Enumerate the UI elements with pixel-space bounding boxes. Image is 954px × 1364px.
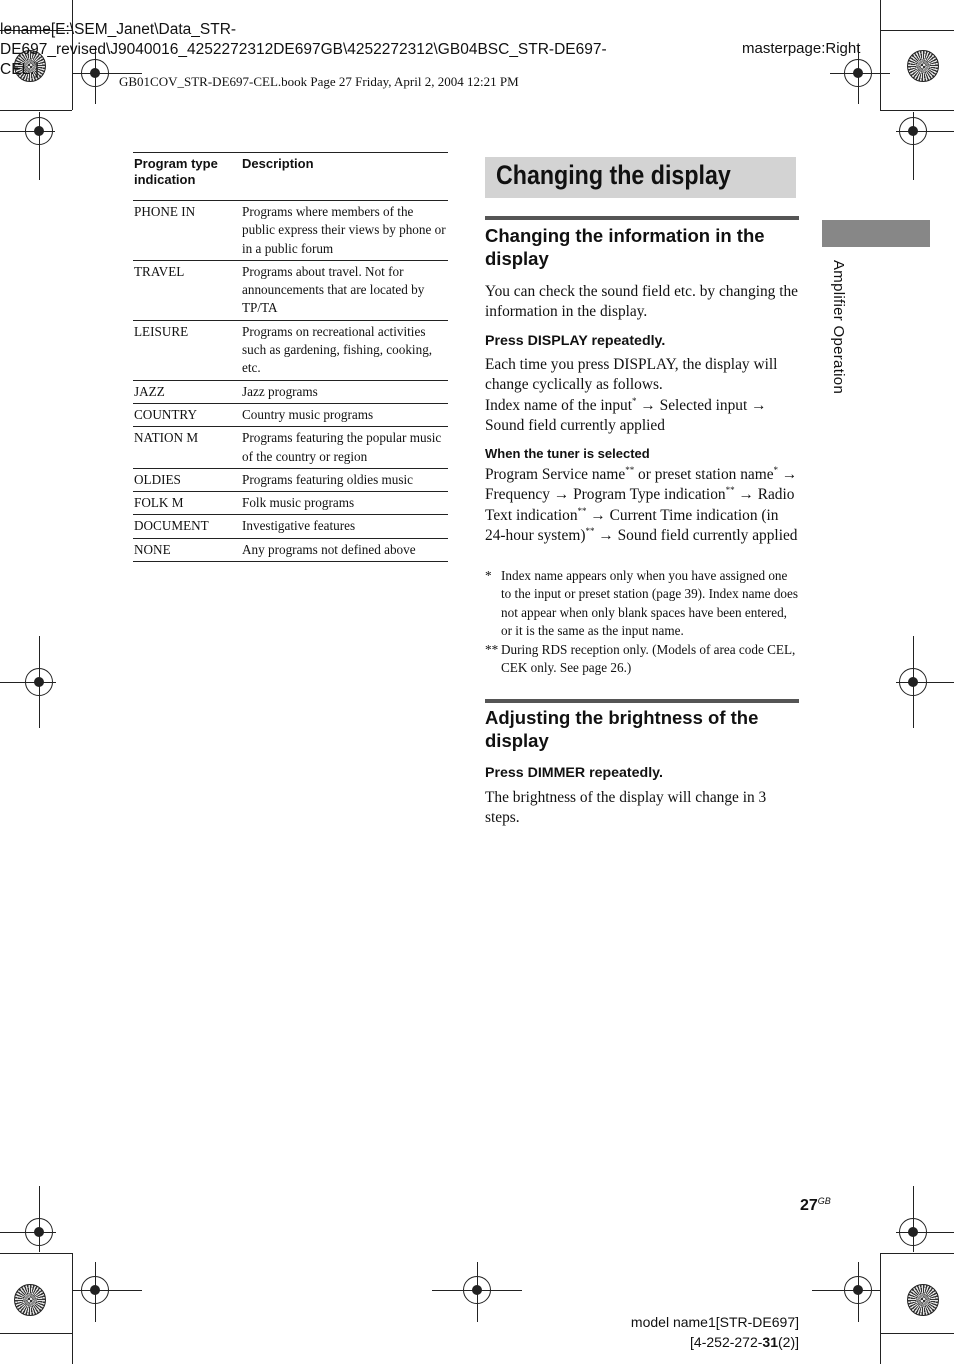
registration-target-icon (25, 668, 53, 696)
display-cycle-paragraph (485, 355, 799, 437)
model-info (631, 1312, 799, 1352)
masterpage-label: masterpage:Right (742, 40, 861, 57)
footnote-marker: ** (485, 642, 499, 657)
description-cell: Jazz programs (242, 383, 318, 399)
intro-paragraph: You can check the sound field etc. by changing the information in the display. (485, 283, 799, 321)
footnote-marker: * (632, 395, 637, 406)
program-type-cell: PHONE IN (134, 204, 196, 219)
description-cell: Programs featuring oldies music (242, 471, 414, 487)
part-number-revision: 31 (762, 1334, 778, 1350)
table-row (133, 320, 448, 380)
column-header-program-type: Program type indication (134, 156, 218, 187)
description-cell: Folk music programs (242, 495, 355, 511)
footnote-marker: ** (725, 485, 735, 496)
program-type-cell: LEISURE (134, 323, 189, 339)
table-row (133, 260, 448, 320)
registration-target-icon (899, 1218, 927, 1246)
description-cell: Programs on recreational activities such as gardening, fishing, cooking, etc. (242, 323, 433, 376)
program-type-cell: JAZZ (134, 383, 165, 399)
registration-target-icon (899, 117, 927, 145)
registration-wheel-icon (14, 1284, 46, 1316)
registration-target-icon (81, 1276, 109, 1304)
side-tab-bar (822, 220, 930, 247)
registration-target-icon (844, 59, 872, 87)
arrow-icon: → (738, 486, 754, 504)
arrow-icon: → (590, 506, 606, 524)
arrow-icon: → (598, 527, 614, 545)
section-rule (485, 699, 799, 703)
page-number-suffix: GB (817, 1196, 831, 1206)
seq-program-type: Program Type indication (573, 486, 726, 504)
program-type-cell: COUNTRY (134, 406, 198, 422)
table-row (133, 538, 448, 561)
cycle-intro: Each time you press DISPLAY, the display will change cyclically as follows. (485, 356, 778, 394)
instruction-dimmer: Press DIMMER repeatedly. (485, 765, 663, 781)
seq-index-name: Index name of the input (485, 396, 633, 414)
section-title: Changing the display (496, 160, 731, 190)
seq-selected-input: Selected input (659, 396, 748, 414)
table-row (133, 468, 448, 491)
tuner-heading: When the tuner is selected (485, 446, 650, 461)
program-type-cell: OLDIES (134, 471, 181, 487)
program-type-cell: FOLK M (134, 495, 184, 511)
arrow-icon: → (553, 486, 570, 504)
seq-radio-text: Radio Text indication (485, 486, 795, 524)
table-row (133, 427, 448, 469)
registration-target-icon (899, 668, 927, 696)
program-type-cell: NATION M (134, 430, 199, 446)
table-row (133, 515, 448, 538)
footnote-marker: * (485, 568, 492, 583)
table-row (133, 380, 448, 403)
section-title-box (485, 157, 796, 198)
section-rule (485, 216, 799, 220)
footnote-marker: * (773, 465, 779, 475)
registration-target-icon (25, 117, 53, 145)
registration-target-icon (844, 1276, 872, 1304)
footnote-text: Index name appears only when you have assigned one to the input or preset station (page 39). Index name does not appear when only blank spaces have been entered, or it is the same as the input name. (501, 568, 799, 638)
program-type-cell: NONE (134, 541, 171, 557)
page-number (800, 1196, 831, 1215)
arrow-icon: → (781, 466, 798, 483)
side-tab-text: Amplifier Operation (830, 260, 847, 395)
program-type-cell: DOCUMENT (134, 518, 209, 534)
description-cell: Investigative features (242, 518, 356, 534)
subsection-heading-information: Changing the information in the display (485, 225, 765, 269)
arrow-icon: → (751, 396, 767, 414)
table-row (133, 492, 448, 515)
side-tab-label (825, 260, 847, 430)
footnote-marker: ** (625, 465, 635, 475)
instruction-display: Press DISPLAY repeatedly. (485, 333, 666, 349)
program-type-cell: TRAVEL (134, 263, 185, 279)
program-type-table (133, 152, 448, 562)
filename-header: lename[E:\SEM_Janet\Data_STR- DE697_revised\J9040016_4252272312DE697GB\4252272312\GB04BSC_STR-DE697- CEL.] (0, 21, 607, 78)
model-name: model name1[STR-DE697] (630, 1314, 799, 1330)
part-number-suffix: (2)] (778, 1334, 799, 1350)
description-cell: Programs about travel. Not for announcements that are located by TP/TA (242, 263, 425, 316)
seq-preset-station: or preset station name (638, 466, 774, 483)
table-row (133, 201, 448, 261)
registration-wheel-icon (907, 1284, 939, 1316)
seq-sound-field: Sound field currently applied (617, 527, 798, 545)
description-cell: Any programs not defined above (242, 541, 416, 557)
book-info: GB01COV_STR-DE697-CEL.book Page 27 Friday, April 2, 2004 12:21 PM (119, 74, 519, 89)
registration-target-icon (463, 1276, 491, 1304)
footnote-marker: ** (585, 526, 595, 537)
description-cell: Programs where members of the public express their views by phone or in a public forum (242, 204, 446, 256)
table-header-row (133, 153, 448, 201)
brightness-paragraph: The brightness of the display will change in 3 steps. (485, 789, 767, 827)
part-number (631, 1332, 799, 1352)
arrow-icon: → (640, 396, 656, 414)
footnote-1 (485, 567, 799, 640)
tuner-cycle-paragraph (485, 465, 799, 547)
seq-sound-field: Sound field currently applied (485, 417, 665, 435)
subsection-heading-brightness: Adjusting the brightness of the display (485, 707, 759, 751)
seq-frequency: Frequency (485, 486, 550, 504)
footnote-text: During RDS reception only. (Models of area code CEL, CEK only. See page 26.) (501, 642, 796, 676)
table-row (133, 403, 448, 426)
page-number-value: 27 (800, 1197, 818, 1214)
seq-program-service: Program Service name (485, 466, 626, 483)
column-header-description: Description (242, 156, 314, 171)
description-cell: Country music programs (242, 406, 374, 422)
seq-current-time: Current Time indication (in 24-hour system) (485, 506, 779, 545)
footnote-marker: ** (577, 505, 587, 516)
footnote-2 (485, 641, 799, 678)
registration-wheel-icon (907, 50, 939, 82)
description-cell: Programs featuring the popular music of the country or region (242, 430, 442, 464)
registration-target-icon (25, 1218, 53, 1246)
part-number-prefix: [4-252-272- (690, 1334, 763, 1350)
